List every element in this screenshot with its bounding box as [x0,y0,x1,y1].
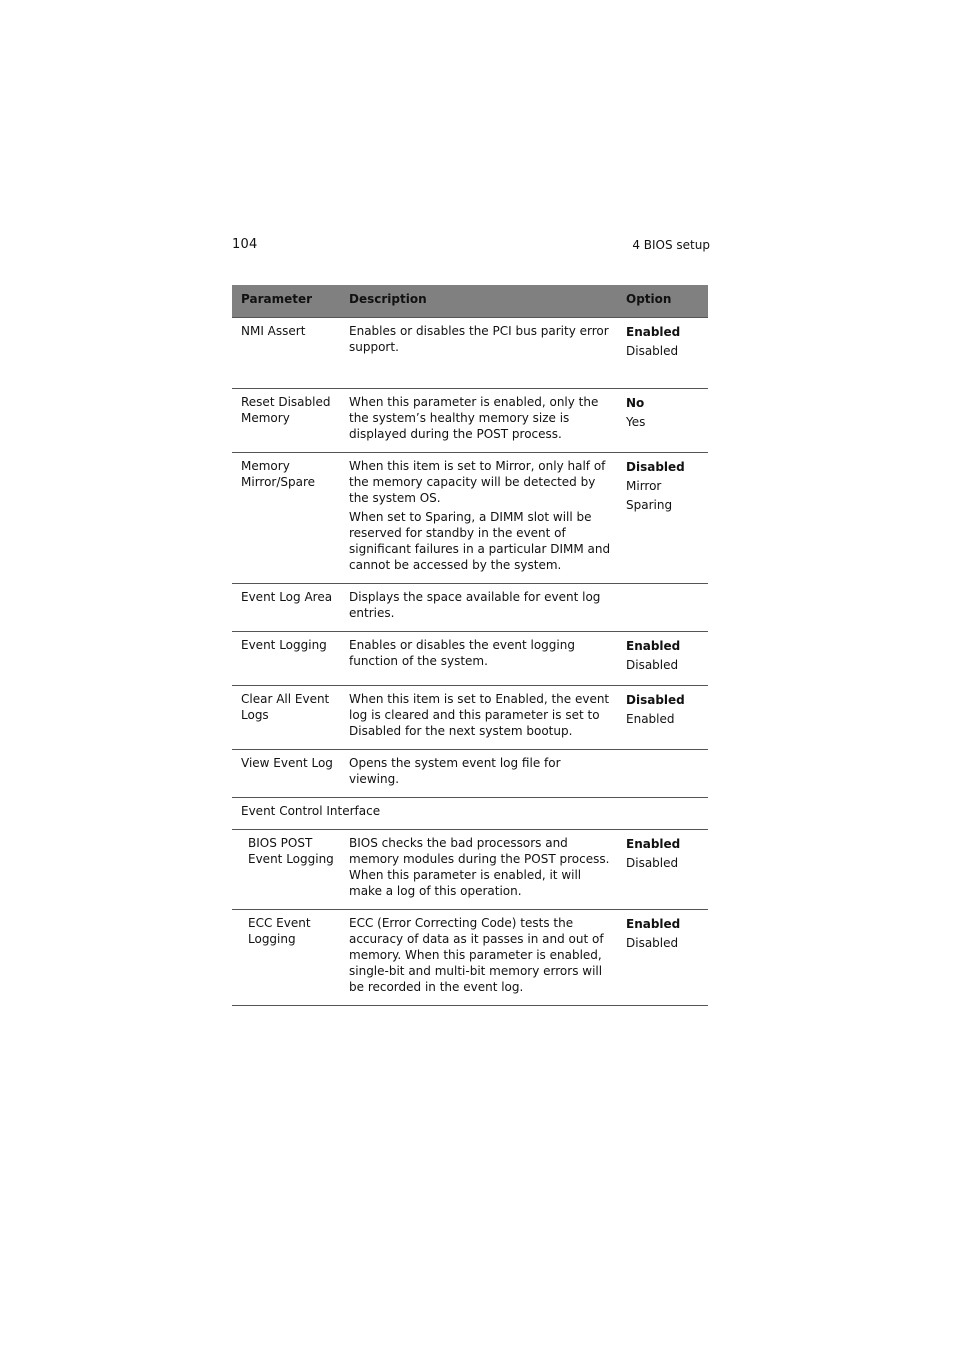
default-option: Enabled [626,837,681,851]
description-text: Opens the system event log file for viewing. [349,756,561,786]
default-option: No [626,396,645,410]
option-cell [617,910,708,1006]
option-cell [617,830,708,910]
parameter-cell: ECC Event Logging [232,910,340,1006]
description-cell [340,686,617,750]
option-cell [617,453,708,584]
option-value: Yes [626,415,646,429]
option-cell [617,632,708,686]
section-header-row [232,798,708,830]
parameter-cell: Event Logging [232,632,340,686]
parameter-cell: NMI Assert [232,318,340,389]
description-cell [340,584,617,632]
table-body [232,318,708,1006]
option-value: Mirror [626,479,662,493]
column-header-parameter: Parameter [232,285,340,318]
default-option: Enabled [626,325,681,339]
table-header-row [232,285,708,318]
table-row [232,686,708,750]
bios-parameter-table [232,285,708,1006]
description-cell [340,750,617,798]
table-row [232,453,708,584]
option-value: Disabled [626,344,679,358]
parameter-cell: Event Log Area [232,584,340,632]
table-row [232,632,708,686]
option-value: Disabled [626,856,679,870]
option-value: Disabled [626,936,679,950]
parameter-cell: Clear All Event Logs [232,686,340,750]
description-text: Enables or disables the PCI bus parity error support. [349,324,609,354]
parameter-cell: View Event Log [232,750,340,798]
default-option: Disabled [626,460,685,474]
parameter-cell: BIOS POST Event Logging [232,830,340,910]
description-text: When set to Sparing, a DIMM slot will be reserved for standby in the event of significant failures in a particular DIMM and cannot be accessed by the system. [349,510,611,572]
option-cell [617,686,708,750]
description-cell [340,318,617,389]
description-text: When this item is set to Enabled, the event log is cleared and this parameter is set to Disabled for the next system bootup. [349,692,610,738]
column-header-option: Option [617,285,708,318]
parameter-cell: Memory Mirror/Spare [232,453,340,584]
description-cell [340,632,617,686]
section-title: Event Control Interface [232,798,708,830]
chapter-title: 4 BIOS setup [632,238,710,252]
description-text: BIOS checks the bad processors and memory modules during the POST process. When this parameter is enabled, it will make a log of this operation. [349,836,610,898]
page-number: 104 [232,237,258,252]
table-row [232,389,708,453]
column-header-description: Description [340,285,617,318]
description-cell [340,389,617,453]
default-option: Disabled [626,693,685,707]
description-text: Displays the space available for event log entries. [349,590,601,620]
table-row [232,830,708,910]
table-row [232,584,708,632]
option-cell [617,389,708,453]
table-row [232,318,708,389]
description-text: When this item is set to Mirror, only half of the memory capacity will be detected by the system OS. [349,459,606,505]
table-row [232,910,708,1006]
default-option: Enabled [626,639,681,653]
option-cell [617,318,708,389]
option-value: Enabled [626,712,675,726]
description-text: Enables or disables the event logging function of the system. [349,638,575,668]
table-row [232,750,708,798]
description-cell [340,453,617,584]
option-cell [617,584,708,632]
description-text: ECC (Error Correcting Code) tests the accuracy of data as it passes in and out of memory. When this parameter is enabled, single-bit and multi-bit memory errors will be recorded in the event log. [349,916,604,994]
description-cell [340,910,617,1006]
default-option: Enabled [626,917,681,931]
parameter-cell: Reset Disabled Memory [232,389,340,453]
description-cell [340,830,617,910]
option-cell [617,750,708,798]
description-text: When this parameter is enabled, only the the system’s healthy memory size is displayed during the POST process. [349,395,599,441]
option-value: Sparing [626,498,673,512]
option-value: Disabled [626,658,679,672]
